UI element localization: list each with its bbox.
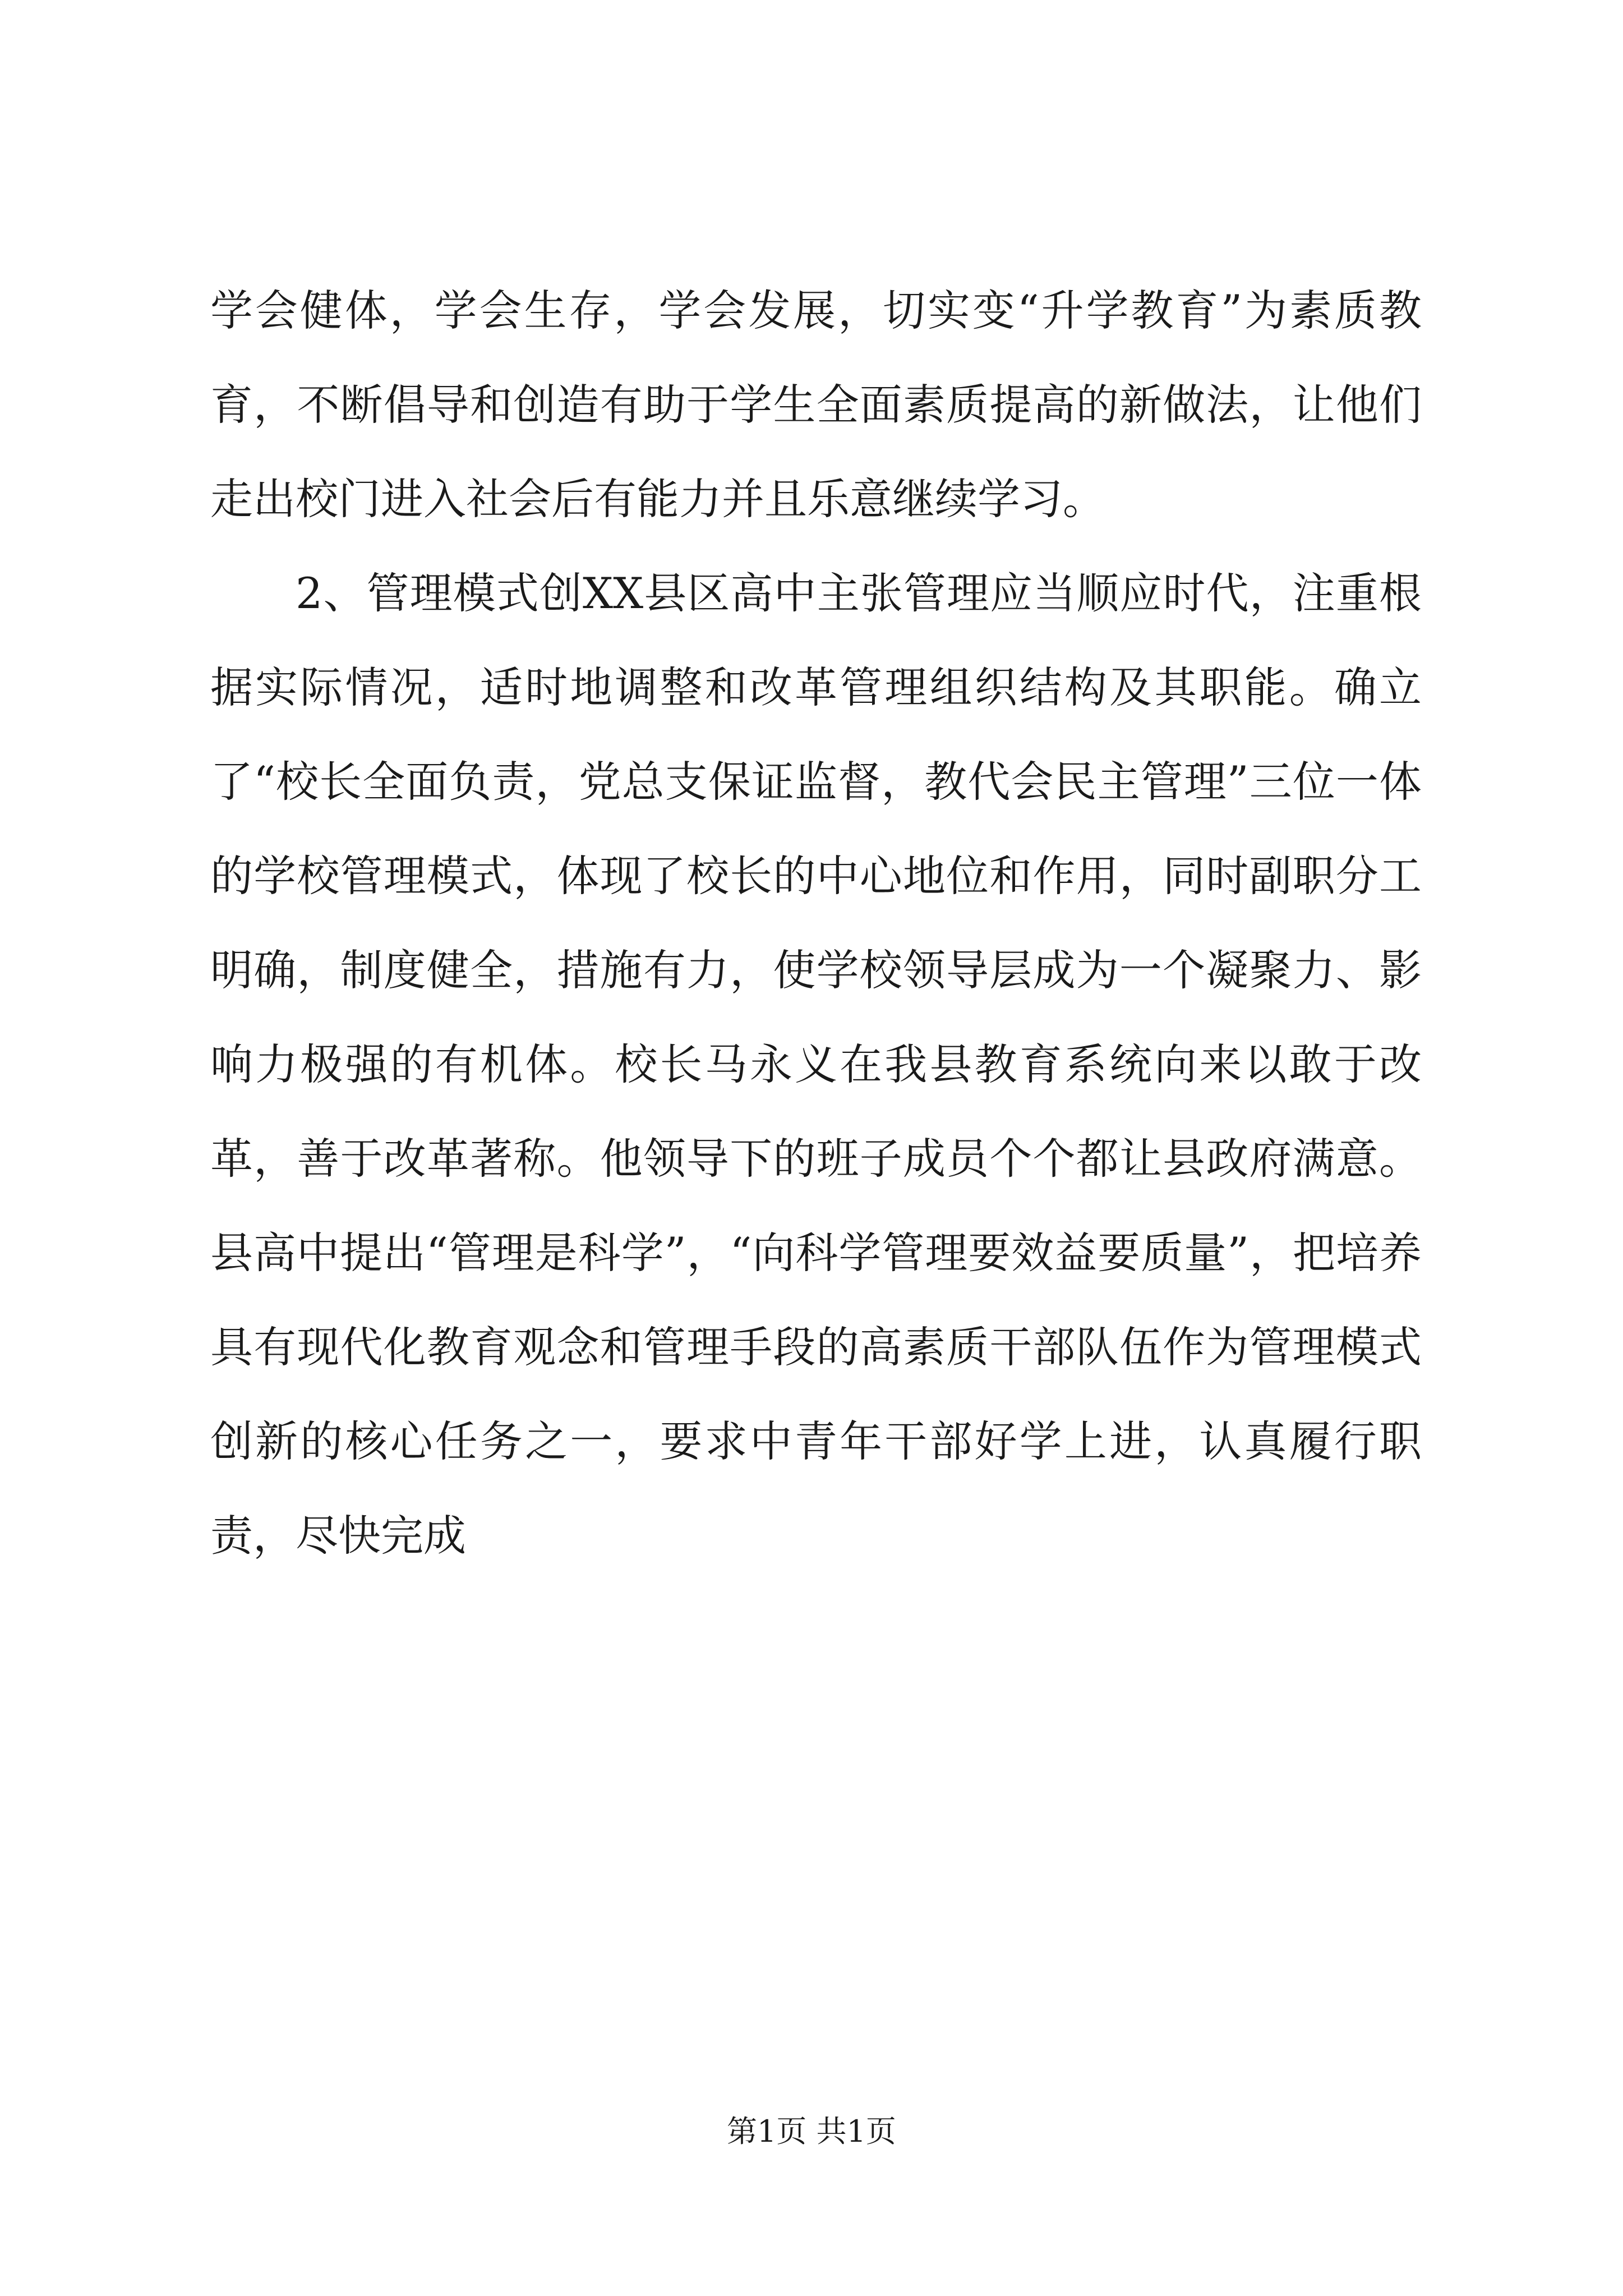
paragraph-continued: 学会健体，学会生存，学会发展，切实变“升学教育”为素质教育，不断倡导和创造有助于学生全面素质提高的新做法，让他们走出校门进入社会后有能力并且乐意继续学习。: [210, 286, 1422, 524]
page-footer: 第1页 共1页: [727, 2114, 896, 2149]
body-text: [210, 264, 1422, 1583]
paragraph-management-model: 2、管理模式创XX县区高中主张管理应当顺应时代，注重根据实际情况，适时地调整和改革管理组织结构及其职能。确立了“校长全面负责，党总支保证监督，教代会民主管理”三位一体的学校管理模式，体现了校长的中心地位和作用，同时副职分工明确，制度健全，措施有力，使学校领导层成为一个凝聚力、影响力极强的有机体。校长马永义在我县教育系统向来以敢于改革，善于改革著称。他领导下的班子成员个个都让县政府满意。县高中提出“管理是科学”，“向科学管理要效益要质量”，把培养具有现代化教育观念和管理手段的高素质干部队伍作为管理模式创新的核心任务之一，要求中青年干部好学上进，认真履行职责，尽快完成: [210, 568, 1422, 1561]
